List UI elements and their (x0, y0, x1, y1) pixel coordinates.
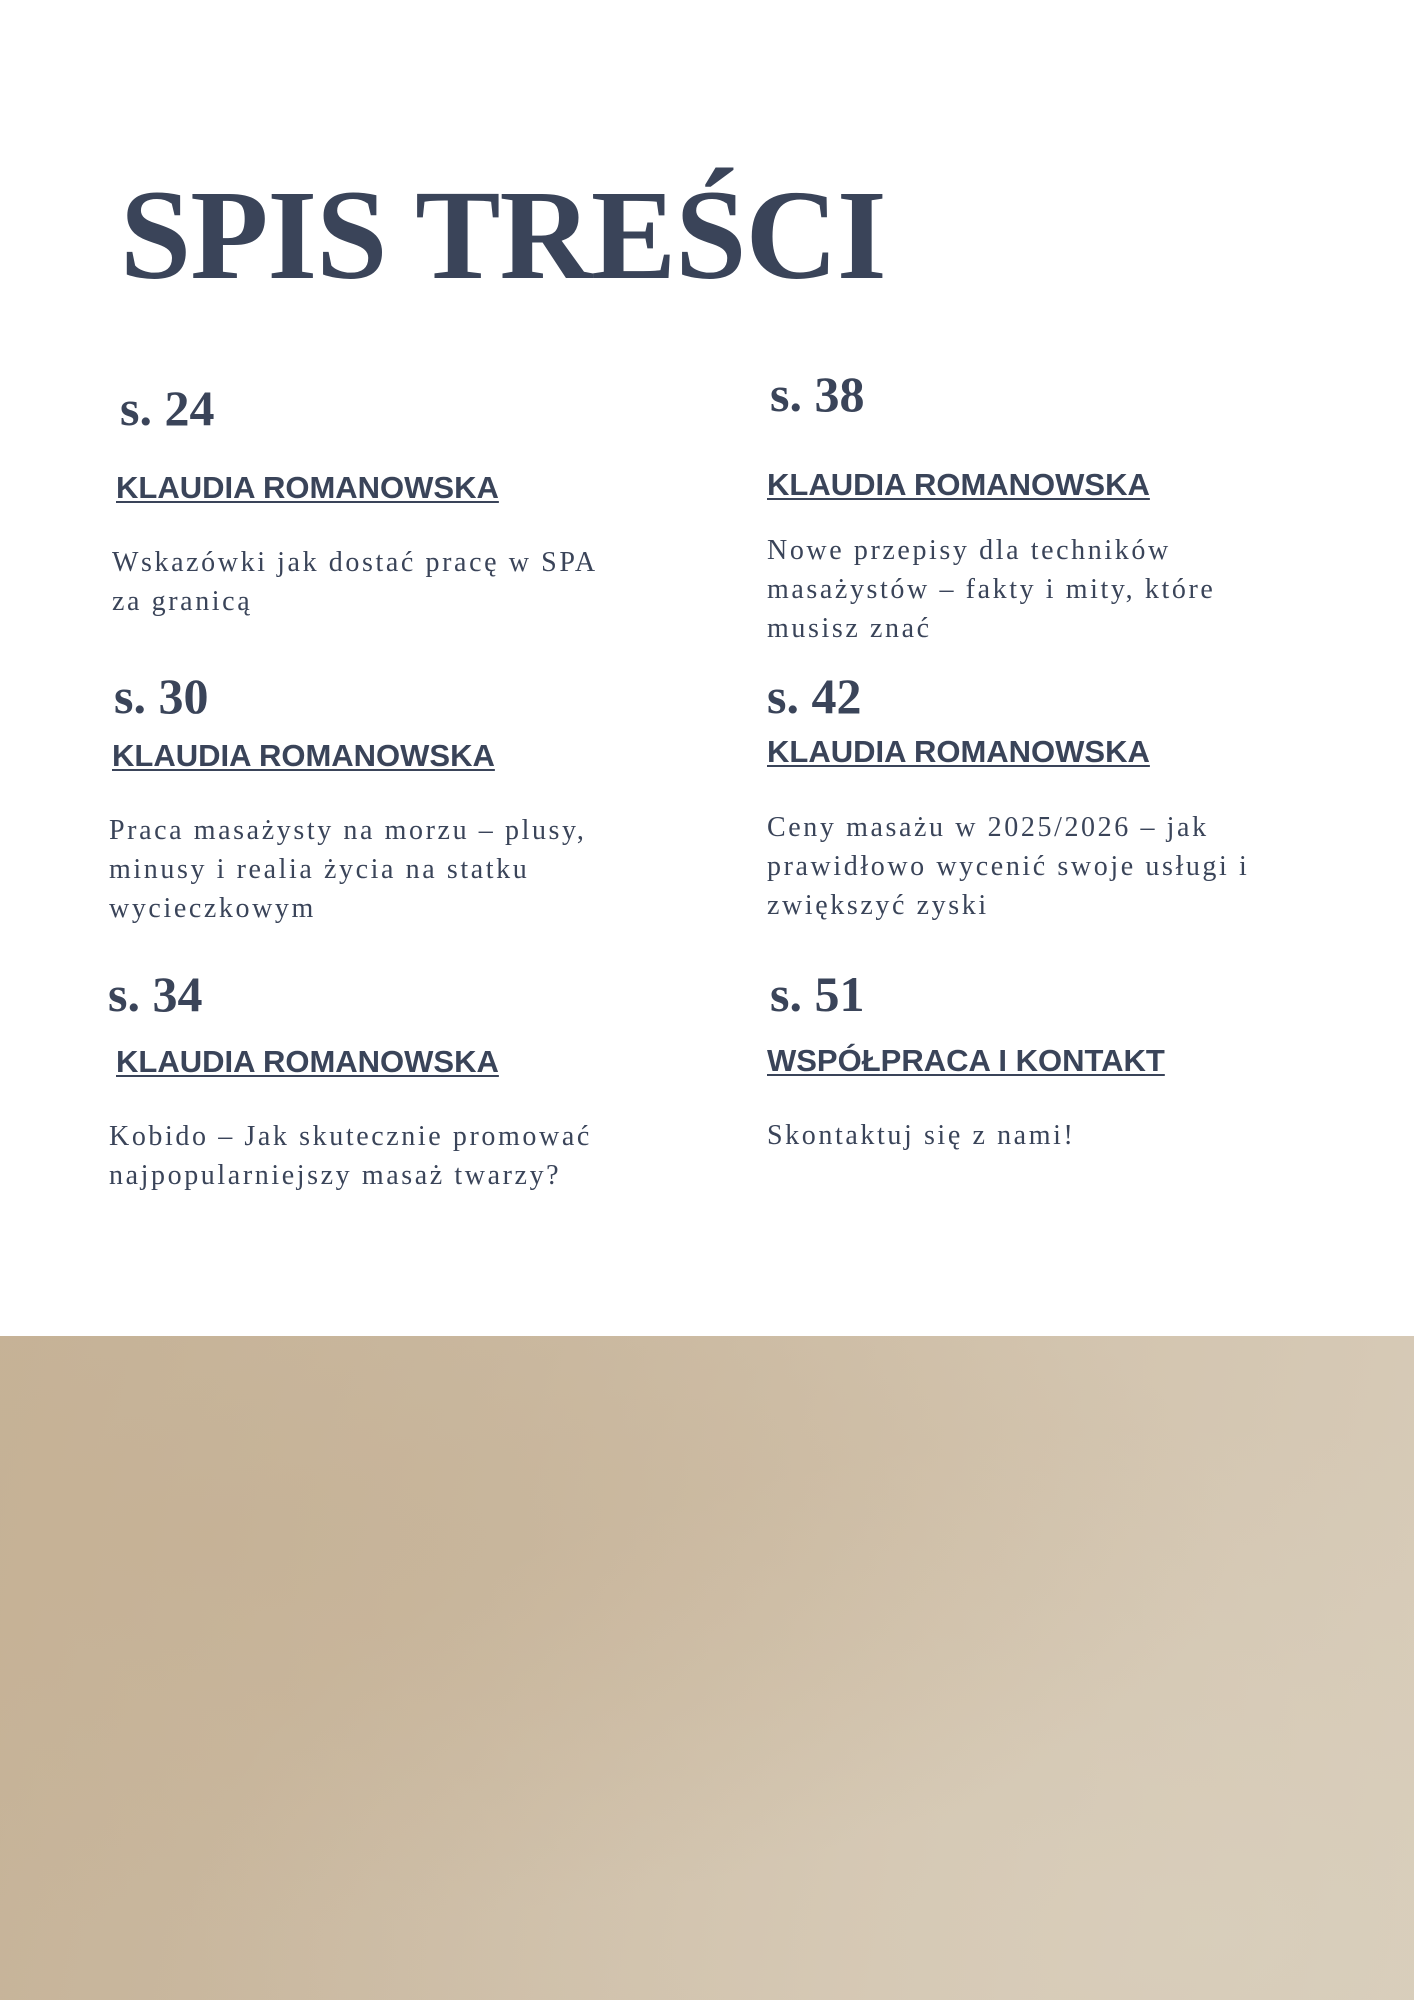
contact-description: Skontaktuj się z nami! (767, 1120, 1076, 1151)
page-number: s. 42 (767, 668, 862, 724)
author-link[interactable]: KLAUDIA ROMANOWSKA (116, 470, 499, 505)
page-number: s. 30 (114, 668, 209, 724)
page-number: s. 51 (770, 966, 865, 1022)
article-description: Praca masażysty na morzu – plusy, minusy i realia życia na statku wycieczkowym (109, 815, 587, 924)
article-description: Kobido – Jak skutecznie promować najpopularniejszy masaż twarzy? (109, 1121, 592, 1191)
article-description: Nowe przepisy dla techników masażystów – fakty i mity, które musisz znać (767, 535, 1216, 644)
background-photo (0, 1336, 1414, 2000)
page-title: SPIS TREŚCI (120, 164, 886, 306)
page-number: s. 24 (120, 380, 215, 436)
page-number: s. 34 (108, 966, 203, 1022)
author-link[interactable]: KLAUDIA ROMANOWSKA (767, 734, 1150, 769)
contact-link[interactable]: WSPÓŁPRACA I KONTAKT (767, 1043, 1165, 1078)
author-link[interactable]: KLAUDIA ROMANOWSKA (767, 467, 1150, 502)
page-number: s. 38 (770, 366, 865, 422)
article-description: Wskazówki jak dostać pracę w SPA za granicą (112, 547, 597, 617)
author-link[interactable]: KLAUDIA ROMANOWSKA (112, 738, 495, 773)
article-description: Ceny masażu w 2025/2026 – jak prawidłowo wycenić swoje usługi i zwiększyć zyski (767, 812, 1250, 921)
author-link[interactable]: KLAUDIA ROMANOWSKA (116, 1044, 499, 1079)
